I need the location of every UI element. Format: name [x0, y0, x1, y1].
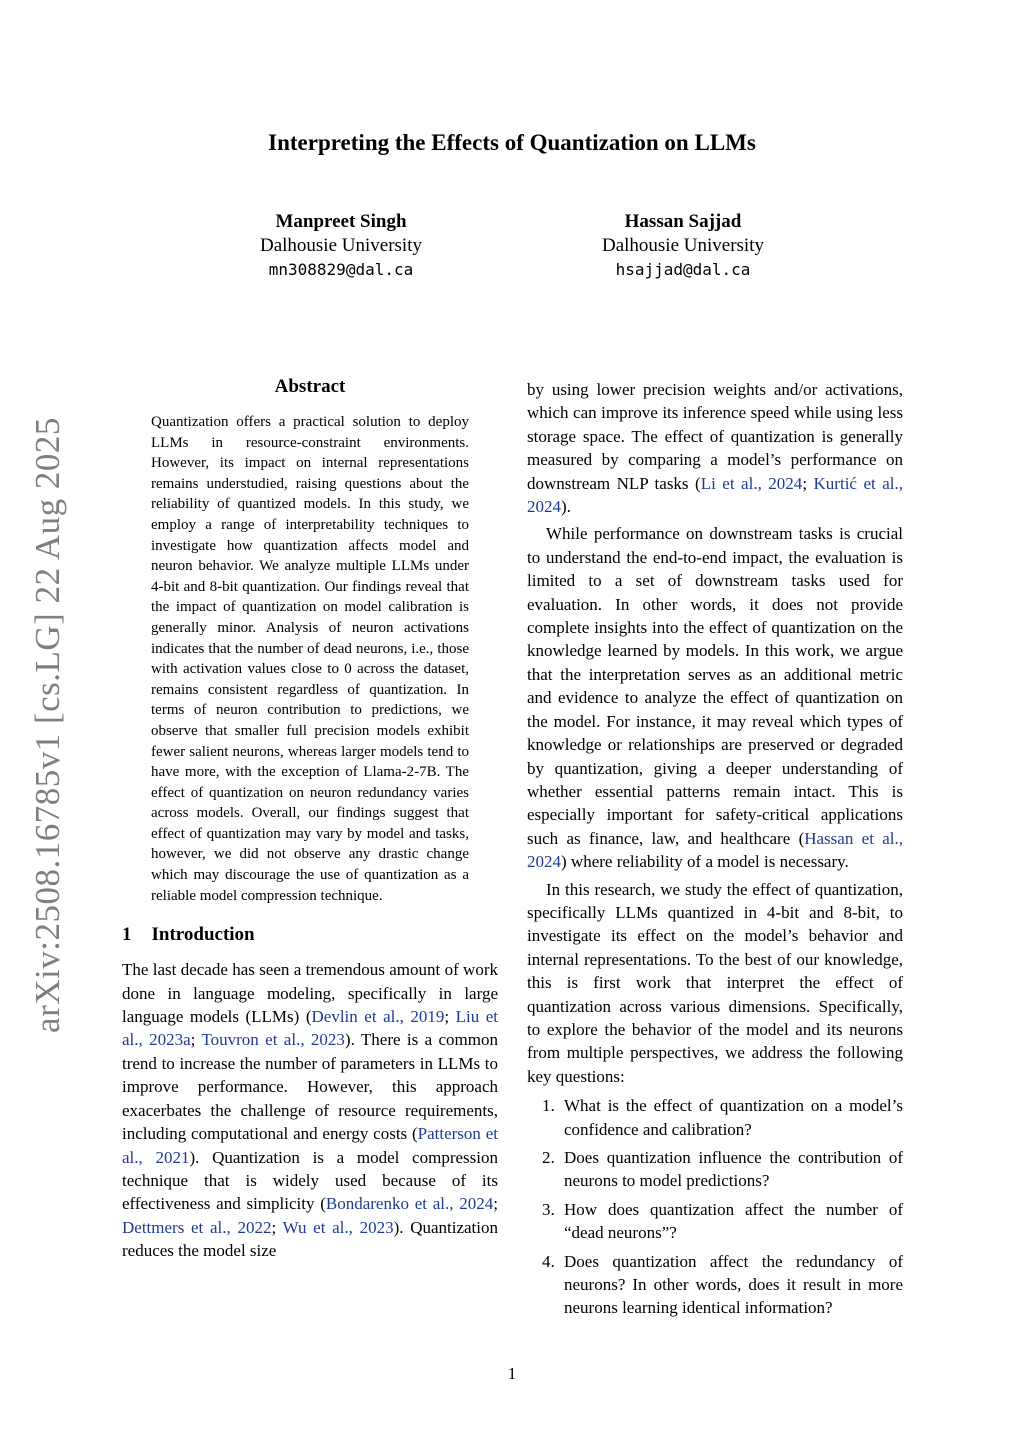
- citation-separator: ;: [802, 473, 814, 493]
- paper-title: Interpreting the Effects of Quantization on LLMs: [268, 130, 756, 155]
- body-paragraph: In this research, we study the effect of quantization, specifically LLMs quantized in 4-bit and 8-bit, to investigate its effect on the model’s behavior and internal representations. To the best of our knowledge, this is first work that interpret the effect of quantization across various dimensions. Specifically, to explore the behavior of the model and its neurons from multiple perspectives, we address the following key questions:: [527, 879, 903, 1086]
- list-item: [527, 1146, 903, 1193]
- paragraph-text: by using lower precision weights and/or activations, which can improve its inference speed while using less storage space. The effect of quantization is generally measured by comparing a model’s performance on downstream NLP tasks (: [527, 380, 903, 493]
- citation-separator: ;: [493, 1194, 498, 1214]
- intro-paragraph: [122, 958, 498, 1262]
- list-item-number: 4.: [542, 1251, 555, 1271]
- citation-separator: ;: [271, 1217, 283, 1237]
- section-number: 1: [122, 924, 132, 946]
- list-item-text: How does quantization affect the number of “dead neurons”?: [564, 1199, 903, 1243]
- author-affiliation: Dalhousie University: [259, 235, 422, 256]
- author-email[interactable]: hsajjad@dal.ca: [615, 260, 751, 279]
- citation-separator: ;: [444, 1007, 456, 1027]
- paragraph-text: ). Quantization reduces the model size: [122, 1217, 498, 1261]
- citation-link[interactable]: Touvron et al., 2023: [201, 1030, 345, 1050]
- list-item: [527, 1250, 903, 1320]
- citation-link[interactable]: Dettmers et al., 2022: [122, 1217, 272, 1237]
- author-email[interactable]: mn308829@dal.ca: [268, 260, 414, 279]
- citation-link[interactable]: Bondarenko et al., 2024: [325, 1194, 494, 1214]
- abstract-heading: Abstract: [274, 376, 346, 397]
- citation-link[interactable]: Li et al., 2024: [700, 473, 803, 493]
- citation-link[interactable]: Liu et al., 2023a: [122, 1007, 498, 1050]
- citation-separator: ;: [190, 1030, 202, 1050]
- author-name: Manpreet Singh: [275, 211, 407, 232]
- citation-link[interactable]: Hassan et al., 2024: [527, 828, 904, 872]
- list-item-number: 3.: [542, 1199, 555, 1219]
- list-item-number: 1.: [542, 1096, 555, 1116]
- list-item-text: What is the effect of quantization on a model’s confidence and calibration?: [564, 1096, 903, 1139]
- paragraph-text: The last decade has seen a tremendous amount of work done in language modeling, specifically in large language models (LLMs) (: [122, 960, 498, 1027]
- list-item: [527, 1198, 903, 1245]
- author-block: [513, 210, 853, 282]
- citation-link[interactable]: Devlin et al., 2019: [311, 1007, 445, 1027]
- citation-link[interactable]: Kurtić et al., 2024: [527, 473, 903, 517]
- list-item-number: 2.: [542, 1148, 555, 1167]
- left-column: [122, 376, 498, 1263]
- section-title: Introduction: [151, 924, 255, 946]
- arxiv-identifier: arXiv:2508.16785v1 [cs.LG] 22 Aug 2025: [28, 417, 67, 1033]
- citation-link[interactable]: Patterson et al., 2021: [122, 1124, 498, 1167]
- citation-link[interactable]: Wu et al., 2023: [282, 1217, 394, 1237]
- key-questions-list: [527, 1094, 903, 1320]
- list-item: [527, 1094, 903, 1141]
- body-paragraph: [527, 378, 903, 518]
- author-block: [171, 210, 511, 282]
- paragraph-text: ). Quantization is a model compression technique that is widely used because of its effectiveness and simplicity (: [122, 1147, 498, 1214]
- right-column: [527, 378, 903, 1325]
- section-heading-introduction: [122, 924, 498, 946]
- paragraph-text: While performance on downstream tasks is crucial to understand the end-to-end impact, the evaluation is limited to a set of downstream tasks used for evaluation. In other words, it does not provide complete insights into the effect of quantization on the knowledge learned by models. In this work, we argue that the interpretation serves as an additional metric and evidence to analyze the effect of quantization on the model. For instance, it may reveal which types of knowledge or relationships are preserved or degraded by quantization, giving a deeper understanding of whether essential patterns remain intact. This is especially important for safety-critical applications such as finance, law, and healthcare (: [527, 524, 903, 848]
- paragraph-text: ). There is a common trend to increase the number of parameters in LLMs to improve performance. However, this approach exacerbates the challenge of resource requirements, including computational and energy costs (: [122, 1030, 498, 1144]
- list-item-text: Does quantization influence the contribution of neurons to model predictions?: [564, 1148, 903, 1191]
- author-name: Hassan Sajjad: [624, 211, 742, 232]
- author-affiliation: Dalhousie University: [601, 235, 764, 256]
- list-item-text: Does quantization affect the redundancy of neurons? In other words, does it result in more neurons learning identical information?: [564, 1251, 903, 1318]
- paragraph-text: ).: [561, 497, 571, 517]
- paragraph-text: ) where reliability of a model is necessary.: [561, 852, 849, 872]
- abstract-text: Quantization offers a practical solution to deploy LLMs in resource-constraint environments. However, its impact on internal representations remains understudied, raising questions about the reliability of quantized models. In this study, we employ a range of interpretability techniques to investigate how quantization affects model and neuron behavior. We analyze multiple LLMs under 4-bit and 8-bit quantization. Our findings reveal that the impact of quantization on model calibration is generally minor. Analysis of neuron activations indicates that the number of dead neurons, i.e., those with activation values close to 0 across the dataset, remains consistent regardless of quantization. In terms of neuron contribution to predictions, we observe that smaller full precision models exhibit fewer salient neurons, whereas larger models tend to have more, with the exception of Llama-2-7B. The effect of quantization on neuron redundancy varies across models. Overall, our findings suggest that effect of quantization may vary by model and tasks, however, we did not observe any drastic change which may discourage the use of quantization as a reliable model compression technique.: [151, 414, 469, 904]
- page-number: 1: [507, 1364, 517, 1383]
- body-paragraph: [527, 522, 903, 873]
